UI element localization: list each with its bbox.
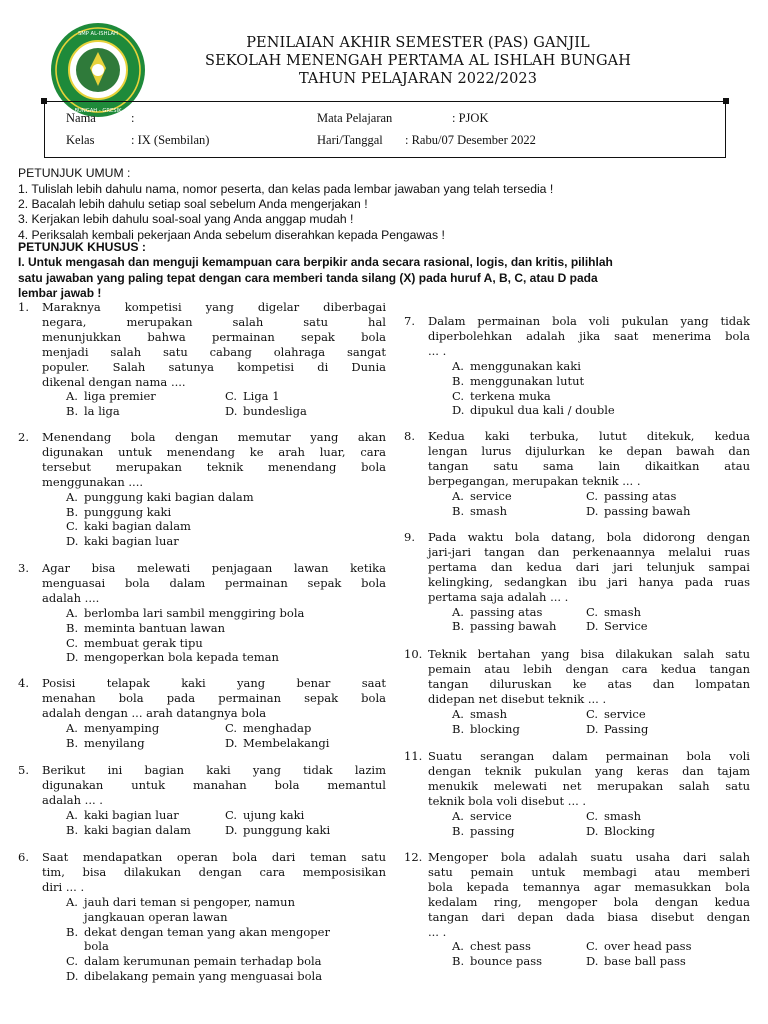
answer-option[interactable]: [586, 939, 692, 954]
question-text-line: Mengoper bola adalah suatu usaha dari salah: [428, 850, 750, 864]
question-text-line: Menendang bola dengan memutar yang akan: [42, 430, 386, 444]
question-text-line: tangan dari depan dada biasa disebut dengan: [428, 909, 750, 924]
option-text: bundesliga: [243, 404, 307, 419]
option-text: blocking: [470, 721, 520, 736]
petunjuk-umum-title: PETUNJUK UMUM :: [18, 166, 131, 180]
answer-option[interactable]: [452, 504, 507, 519]
option-text: chest pass: [470, 939, 531, 954]
option-text: dekat dengan teman yang akan mengoper: [84, 924, 330, 939]
question-text-line: Teknik bertahan yang bisa dilakukan salah satu: [428, 647, 750, 661]
option-letter: B.: [452, 619, 465, 634]
option-letter: C.: [586, 808, 599, 823]
option-letter: D.: [225, 404, 238, 419]
option-text: terkena muka: [470, 388, 551, 403]
option-letter: C.: [586, 939, 599, 954]
option-letter: C.: [66, 954, 79, 969]
question-text-line: Kedua kaki terbuka, lutut ditekuk, kedua: [428, 429, 750, 443]
answer-option[interactable]: [452, 359, 581, 374]
option-letter: C.: [586, 604, 599, 619]
question-number: 10.: [404, 647, 423, 661]
nama-value[interactable]: :: [131, 111, 135, 125]
option-text: menyamping: [84, 720, 160, 735]
header-line-1: PENILAIAN AKHIR SEMESTER (PAS) GANJIL: [246, 35, 590, 51]
answer-option[interactable]: [586, 824, 655, 839]
question-text-line: Suatu serangan dalam permainan bola voli: [428, 749, 750, 763]
option-letter: A.: [66, 720, 78, 735]
option-letter: D.: [66, 650, 79, 665]
petunjuk-khusus-title: PETUNJUK KHUSUS :: [18, 240, 146, 254]
instruction-line: I. Untuk mengasah dan menguji kemampuan cara berpikir anda secara rasional, logis, dan kritis, pilihlah: [18, 255, 613, 269]
option-letter: C.: [66, 519, 79, 534]
option-text: kaki bagian dalam: [84, 519, 191, 534]
option-letter: A.: [66, 489, 78, 504]
question-text-line: Maraknya kompetisi yang digelar diberbagai: [42, 300, 386, 314]
mapel-label: Mata Pelajaran: [317, 111, 393, 125]
option-letter: A.: [452, 604, 464, 619]
answer-option[interactable]: [452, 707, 507, 722]
option-text: punggung kaki bagian dalam: [84, 489, 254, 504]
answer-option[interactable]: [586, 619, 648, 634]
answer-option[interactable]: [225, 736, 329, 751]
question-text-line: ... .: [428, 924, 447, 939]
question-text-line: menunjukkan bahwa permainan sepak bola: [42, 329, 386, 344]
answer-option[interactable]: [586, 722, 648, 737]
answer-option[interactable]: [66, 490, 254, 505]
answer-option[interactable]: [66, 519, 191, 534]
question-text-line: pertama saja adalah ... .: [428, 589, 569, 604]
question-text-line: tim, bisa dilakukan dengan cara memposisikan: [42, 864, 386, 879]
option-text: kaki bagian luar: [84, 807, 179, 822]
answer-option[interactable]: [66, 939, 109, 954]
option-text: mengoperkan bola kepada teman: [84, 650, 279, 665]
answer-option[interactable]: [452, 619, 556, 634]
option-letter: C.: [452, 388, 465, 403]
mapel-value: : PJOK: [452, 111, 489, 125]
answer-option[interactable]: [586, 707, 646, 722]
option-letter: D.: [586, 721, 599, 736]
answer-option[interactable]: [66, 606, 304, 621]
option-letter: B.: [66, 504, 79, 519]
option-text: smash: [470, 503, 507, 518]
option-letter: B.: [66, 735, 79, 750]
option-text: liga premier: [84, 389, 156, 404]
option-text: passing bawah: [604, 503, 691, 518]
option-letter: D.: [586, 823, 599, 838]
answer-option[interactable]: [452, 403, 615, 418]
question-text-line: menukik melewati net merupakan salah satu: [428, 778, 750, 793]
option-letter: C.: [66, 635, 79, 650]
answer-option[interactable]: [66, 808, 179, 823]
question-number: 6.: [18, 850, 29, 864]
option-letter: B.: [66, 924, 79, 939]
question-number: 5.: [18, 763, 29, 777]
logo-text-top: SMP AL-ISHLAH: [78, 31, 118, 37]
option-letter: A.: [452, 358, 464, 373]
question-text-line: kedalam ring, mengoper bola dengan kedua: [428, 894, 750, 909]
question-text-line: menahan bola pada permainan sepak bola: [42, 690, 386, 705]
answer-option[interactable]: [66, 823, 191, 838]
question-text-line: adalah ... .: [42, 792, 103, 807]
answer-option[interactable]: [225, 721, 311, 736]
option-text: menyilang: [84, 735, 145, 750]
question-text-line: pertama dan kedua dari jari telunjuk sampai: [428, 559, 750, 574]
question-text-line: populer. Salah satunya kompetisi di Dunia: [42, 359, 386, 374]
option-letter: D.: [452, 403, 465, 418]
question-text-line: teknik bola voli disebut ... .: [428, 793, 587, 808]
answer-option[interactable]: [66, 534, 179, 549]
question-text-line: digunakan untuk menendang ke arah luar, cara: [42, 444, 386, 459]
answer-option[interactable]: [66, 969, 322, 984]
question-number: 1.: [18, 300, 29, 314]
option-text: kaki bagian dalam: [84, 822, 191, 837]
option-text: passing atas: [604, 488, 677, 503]
answer-option[interactable]: [66, 621, 225, 636]
question-text-line: didepan net disebut teknik ... .: [428, 691, 607, 706]
option-letter: D.: [586, 954, 599, 969]
answer-option[interactable]: [586, 809, 641, 824]
instruction-line: satu jawaban yang paling tepat dengan cara memberi tanda silang (X) pada huruf A, B, C, atau D pada: [18, 271, 598, 285]
petunjuk-umum-item: 3. Kerjakan lebih dahulu soal-soal yang Anda anggap mudah !: [18, 212, 354, 226]
question-text-line: Saat mendapatkan operan bola dari teman satu: [42, 850, 386, 864]
option-text: jangkauan operan lawan: [84, 909, 228, 924]
answer-option[interactable]: [225, 808, 304, 823]
option-letter: A.: [452, 706, 464, 721]
answer-option[interactable]: [452, 824, 514, 839]
option-text: ujung kaki: [243, 807, 305, 822]
option-text: menghadap: [243, 720, 312, 735]
option-letter: A.: [66, 807, 78, 822]
option-letter: D.: [225, 735, 238, 750]
question-number: 12.: [404, 850, 423, 864]
option-text: punggung kaki: [84, 504, 172, 519]
question-number: 2.: [18, 430, 29, 444]
answer-option[interactable]: [586, 605, 641, 620]
hari-label: Hari/Tanggal: [317, 133, 383, 147]
instruction-line: lembar jawab !: [18, 286, 102, 300]
option-letter: B.: [452, 954, 465, 969]
option-letter: B.: [452, 373, 465, 388]
kelas-value: : IX (Sembilan): [131, 133, 210, 147]
option-text: smash: [470, 706, 507, 721]
option-letter: D.: [586, 619, 599, 634]
petunjuk-umum-item: 1. Tulislah lebih dahulu nama, nomor peserta, dan kelas pada lembar jawaban yang telah tersedia !: [18, 182, 554, 196]
question-text-line: menjadi salah satu cabang olahraga sangat: [42, 344, 386, 359]
option-text: menggunakan kaki: [470, 358, 581, 373]
question-number: 3.: [18, 561, 29, 575]
option-letter: A.: [452, 808, 464, 823]
header-line-3: TAHUN PELAJARAN 2022/2023: [298, 71, 538, 87]
question-text-line: dengan teknik pukulan yang keras dan tajam: [428, 763, 750, 778]
kelas-label: Kelas: [66, 133, 95, 147]
answer-option[interactable]: [66, 636, 203, 651]
option-text: la liga: [84, 404, 120, 419]
answer-option[interactable]: [66, 925, 330, 940]
question-text-line: digunakan untuk manahan bola memantul: [42, 777, 386, 792]
option-text: meminta bantuan lawan: [84, 620, 226, 635]
option-text: over head pass: [604, 939, 692, 954]
petunjuk-umum-item: 2. Bacalah lebih dahulu setiap soal sebelum Anda mengerjakan !: [18, 197, 368, 211]
answer-option[interactable]: [452, 605, 542, 620]
option-text: Blocking: [604, 823, 655, 838]
question-text-line: Agar bisa melewati penjagaan lawan ketika: [42, 561, 386, 575]
question-text-line: diri ... .: [42, 879, 85, 894]
answer-option[interactable]: [452, 722, 520, 737]
option-text: bounce pass: [470, 954, 543, 969]
option-text: service: [470, 488, 512, 503]
question-text-line: pemain atau lebih dengan cara kedua tangan: [428, 661, 750, 676]
option-text: smash: [604, 604, 641, 619]
option-text: passing: [470, 823, 515, 838]
option-text: passing atas: [470, 604, 543, 619]
question-text-line: adalah ....: [42, 590, 100, 605]
option-text: dibelakang pemain yang menguasai bola: [84, 969, 323, 984]
option-letter: B.: [452, 823, 465, 838]
question-text-line: diperbolehkan adalah jika saat menerima bola: [428, 328, 750, 343]
answer-option[interactable]: [452, 954, 542, 969]
option-letter: A.: [66, 894, 78, 909]
option-letter: C.: [225, 720, 238, 735]
answer-option[interactable]: [452, 374, 584, 389]
option-letter: C.: [586, 488, 599, 503]
question-text-line: adalah dengan ... arah datangnya bola: [42, 705, 267, 720]
option-letter: A.: [66, 389, 78, 404]
option-letter: B.: [66, 404, 79, 419]
option-letter: C.: [586, 706, 599, 721]
option-text: service: [604, 706, 646, 721]
question-text-line: tangan satu sama lain dikaitkan atau: [428, 458, 750, 473]
option-text: punggung kaki: [243, 822, 331, 837]
option-text: kaki bagian luar: [84, 534, 179, 549]
answer-option[interactable]: [586, 489, 676, 504]
question-text-line: tersebut merupakan teknik menendang bola: [42, 459, 386, 474]
option-text: Membelakangi: [243, 735, 330, 750]
answer-option[interactable]: [66, 389, 156, 404]
option-text: menggunakan lutut: [470, 373, 585, 388]
answer-option[interactable]: [66, 910, 228, 925]
option-text: berlomba lari sambil menggiring bola: [84, 605, 305, 620]
answer-option[interactable]: [66, 736, 145, 751]
question-number: 11.: [404, 749, 423, 763]
question-number: 9.: [404, 530, 415, 544]
header-line-2: SEKOLAH MENENGAH PERTAMA AL ISHLAH BUNGAH: [205, 53, 631, 69]
option-text: bola: [84, 939, 109, 954]
question-text-line: tangan diluruskan ke atas dan lompatan: [428, 676, 750, 691]
question-text-line: menggunakan ....: [42, 474, 144, 489]
option-letter: B.: [66, 620, 79, 635]
answer-option[interactable]: [586, 504, 690, 519]
question-text-line: satu pemain untuk membagi atau memberi: [428, 864, 750, 879]
option-letter: D.: [66, 534, 79, 549]
option-letter: C.: [225, 807, 238, 822]
answer-option[interactable]: [452, 389, 551, 404]
hari-value: : Rabu/07 Desember 2022: [405, 133, 536, 147]
option-text: jauh dari teman si pengoper, namun: [84, 894, 295, 909]
option-letter: D.: [225, 822, 238, 837]
logo-text-bottom: BUNGAH - GRESIK: [74, 108, 122, 114]
question-text-line: lengan lurus dijulurkan ke depan bawah dan: [428, 443, 750, 458]
option-text: service: [470, 808, 512, 823]
question-number: 8.: [404, 429, 415, 443]
question-text-line: dikenal dengan nama ....: [42, 374, 186, 389]
question-text-line: berpegangan, merupakan teknik ... .: [428, 473, 641, 488]
answer-option[interactable]: [66, 505, 171, 520]
question-text-line: Pada waktu bola datang, bola didorong dengan: [428, 530, 750, 544]
option-letter: D.: [586, 503, 599, 518]
petunjuk-umum-item: 4. Periksalah kembali pekerjaan Anda sebelum diserahkan kepada Pengawas !: [18, 228, 445, 242]
option-text: base ball pass: [604, 954, 686, 969]
option-text: Passing: [604, 721, 649, 736]
answer-option[interactable]: [66, 404, 120, 419]
option-letter: C.: [225, 389, 238, 404]
option-letter: B.: [452, 503, 465, 518]
answer-option[interactable]: [452, 489, 512, 504]
answer-option[interactable]: [66, 895, 295, 910]
question-text-line: Berikut ini bagian kaki yang tidak lazim: [42, 763, 386, 777]
question-text-line: negara, merupakan salah satu hal: [42, 314, 386, 329]
option-text: dalam kerumunan pemain terhadap bola: [84, 954, 322, 969]
option-letter: A.: [66, 605, 78, 620]
answer-option[interactable]: [586, 954, 686, 969]
answer-option[interactable]: [225, 823, 330, 838]
question-text-line: Dalam permainan bola voli pukulan yang tidak: [428, 314, 750, 328]
answer-option[interactable]: [452, 939, 531, 954]
question-text-line: Posisi telapak kaki yang benar saat: [42, 676, 386, 690]
option-letter: A.: [452, 488, 464, 503]
option-text: passing bawah: [470, 619, 557, 634]
question-text-line: menguasai bola dalam permainan sepak bola: [42, 575, 386, 590]
answer-option[interactable]: [66, 650, 279, 665]
question-text-line: ... .: [428, 343, 447, 358]
question-text-line: kelingking, sedangkan ibu jari hanya pada ruas: [428, 574, 750, 589]
option-letter: A.: [452, 939, 464, 954]
answer-option[interactable]: [225, 404, 307, 419]
question-text-line: jari-jari tangan dan perkenaannya melalui ruas: [428, 544, 750, 559]
question-number: 4.: [18, 676, 29, 690]
answer-option[interactable]: [66, 721, 159, 736]
answer-option[interactable]: [225, 389, 280, 404]
option-letter: B.: [452, 721, 465, 736]
option-text: Liga 1: [243, 389, 280, 404]
option-text: dipukul dua kali / double: [470, 403, 615, 418]
option-text: Service: [604, 619, 648, 634]
answer-option[interactable]: [452, 809, 512, 824]
option-letter: D.: [66, 969, 79, 984]
option-text: smash: [604, 808, 641, 823]
question-text-line: bola kepada temannya agar memasukkan bola: [428, 879, 750, 894]
option-text: membuat gerak tipu: [84, 635, 203, 650]
question-number: 7.: [404, 314, 415, 328]
nama-label: Nama: [66, 111, 96, 125]
answer-option[interactable]: [66, 954, 322, 969]
option-letter: B.: [66, 822, 79, 837]
